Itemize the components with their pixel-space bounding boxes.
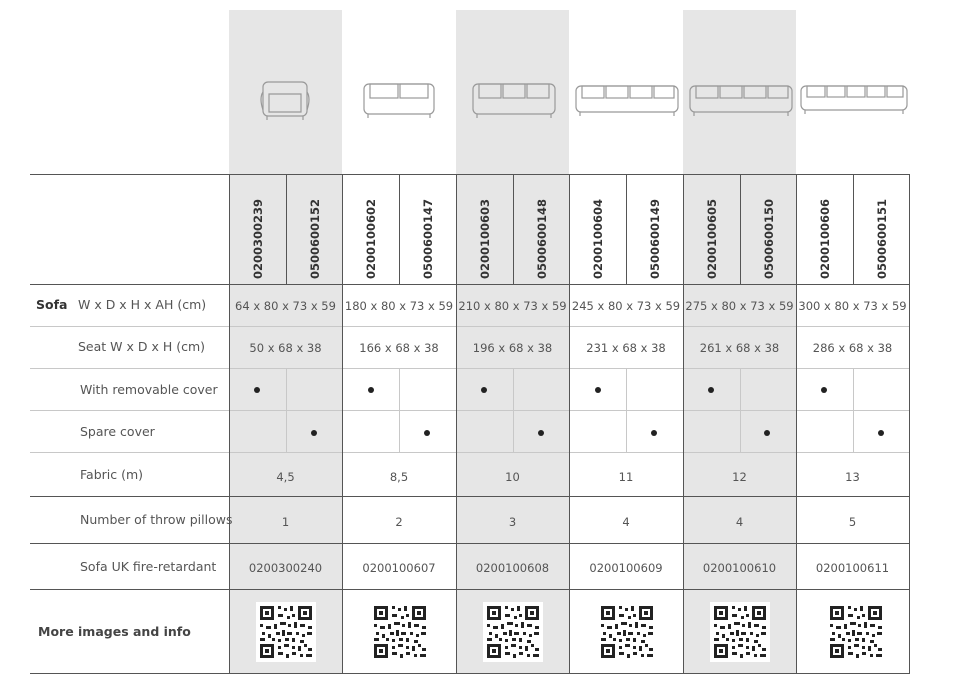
seat-value: 50 x 68 x 38	[249, 341, 322, 355]
cover-code: 0500600148	[535, 198, 549, 280]
seat-value: 166 x 68 x 38	[359, 341, 439, 355]
fabric-label: Fabric (m)	[80, 467, 144, 482]
sub-column-rule	[740, 174, 741, 284]
sub-column-rule	[399, 368, 400, 452]
qr-code-icon[interactable]	[483, 602, 543, 662]
row-divider	[30, 589, 909, 590]
pillows-value: 5	[848, 515, 857, 529]
sofa-group-label: Sofa	[36, 297, 68, 312]
fabric-value: 10	[505, 470, 520, 484]
sub-column-rule	[853, 174, 854, 284]
product-code: 0200100604	[591, 198, 605, 280]
seat-value: 286 x 68 x 38	[812, 341, 893, 355]
seat-value: 261 x 68 x 38	[699, 341, 780, 355]
product-code: 0200300239	[251, 198, 265, 280]
uk-code-value: 0200100609	[589, 561, 663, 575]
uk-code-value: 0200100610	[702, 561, 777, 575]
spare-cover-bullet	[538, 430, 544, 436]
uk-code-value: 0200300240	[248, 561, 323, 575]
spare-cover-label: Spare cover	[80, 424, 155, 439]
cover-code: 0500600147	[421, 198, 435, 280]
row-divider	[30, 496, 909, 497]
qr-code-icon[interactable]	[597, 602, 657, 662]
model-column-rule	[683, 174, 684, 674]
dimensions-value: 275 x 80 x 73 x 59	[685, 299, 794, 313]
qr-code-icon[interactable]	[710, 602, 770, 662]
label-column-rule	[229, 174, 230, 674]
row-divider	[30, 410, 909, 411]
pillows-value: 4	[622, 515, 630, 529]
product-code: 0200100606	[818, 198, 832, 280]
seat-dimensions-label: Seat W x D x H (cm)	[78, 339, 206, 354]
removable-cover-bullet	[254, 387, 260, 393]
spare-cover-bullet	[878, 430, 884, 436]
row-divider	[30, 543, 909, 544]
spare-cover-bullet	[764, 430, 770, 436]
dimensions-value: 180 x 80 x 73 x 59	[344, 299, 454, 313]
sub-column-rule	[286, 174, 287, 284]
removable-cover-bullet	[368, 387, 374, 393]
sub-column-rule	[740, 368, 741, 452]
pillows-value: 1	[281, 515, 290, 529]
model-column-rule	[796, 174, 797, 674]
sub-column-rule	[399, 174, 400, 284]
seat-value: 231 x 68 x 38	[586, 341, 666, 355]
row-divider	[30, 326, 909, 327]
qr-code-icon[interactable]	[370, 602, 430, 662]
dimensions-value: 245 x 80 x 73 x 59	[571, 299, 681, 313]
fabric-value: 12	[732, 470, 747, 484]
seat-value: 196 x 68 x 38	[472, 341, 553, 355]
product-code: 0200100602	[364, 198, 378, 280]
sub-column-rule	[286, 368, 287, 452]
removable-cover-bullet	[821, 387, 827, 393]
table-bottom-rule	[30, 673, 909, 674]
sub-column-rule	[853, 368, 854, 452]
product-code: 0200100603	[478, 198, 492, 280]
row-divider	[30, 368, 909, 369]
model-column-rule	[456, 174, 457, 674]
removable-cover-bullet	[595, 387, 601, 393]
row-divider	[30, 452, 909, 453]
removable-cover-label: With removable cover	[80, 382, 218, 397]
dimensions-value: 300 x 80 x 73 x 59	[798, 299, 907, 313]
cover-code: 0500600150	[762, 198, 776, 280]
qr-code-icon[interactable]	[256, 602, 316, 662]
sofa-4-seat-large-icon	[687, 70, 795, 126]
uk-code-value: 0200100611	[815, 561, 890, 575]
more-info-label: More images and info	[38, 624, 191, 639]
model-column-rule	[569, 174, 570, 674]
table-right-rule	[909, 174, 910, 674]
uk-code-value: 0200100608	[475, 561, 550, 575]
uk-code-value: 0200100607	[362, 561, 436, 575]
model-column-rule	[342, 174, 343, 674]
sofa-4-seat-icon	[573, 70, 681, 126]
dimensions-label: W x D x H x AH (cm)	[78, 297, 207, 312]
sub-column-rule	[513, 368, 514, 452]
pillows-value: 2	[395, 515, 403, 529]
removable-cover-bullet	[481, 387, 487, 393]
cover-code: 0500600152	[308, 198, 322, 280]
uk-fire-retardant-label: Sofa UK fire-retardant	[80, 559, 217, 574]
spare-cover-bullet	[651, 430, 657, 436]
dimensions-value: 210 x 80 x 73 x 59	[458, 299, 567, 313]
pillows-label: Number of throw pillows	[80, 512, 233, 527]
sub-column-rule	[626, 174, 627, 284]
armchair-icon	[255, 70, 315, 126]
product-code: 0200100605	[705, 198, 719, 280]
pillows-value: 3	[508, 515, 517, 529]
spare-cover-bullet	[311, 430, 317, 436]
fabric-value: 11	[618, 470, 634, 484]
sofa-2-seat-icon	[360, 70, 438, 126]
removable-cover-bullet	[708, 387, 714, 393]
fabric-value: 13	[845, 470, 860, 484]
header-rule	[30, 284, 909, 285]
cover-code: 0500600151	[875, 198, 889, 280]
cover-code: 0500600149	[648, 198, 662, 280]
table-top-rule	[30, 174, 909, 175]
sofa-5-seat-icon	[798, 70, 910, 126]
sofa-3-seat-icon	[470, 70, 558, 126]
sub-column-rule	[513, 174, 514, 284]
fabric-value: 8,5	[389, 470, 409, 484]
dimensions-value: 64 x 80 x 73 x 59	[235, 299, 336, 313]
qr-code-icon[interactable]	[826, 602, 886, 662]
sub-column-rule	[626, 368, 627, 452]
pillows-value: 4	[735, 515, 744, 529]
fabric-value: 4,5	[276, 470, 295, 484]
spare-cover-bullet	[424, 430, 430, 436]
